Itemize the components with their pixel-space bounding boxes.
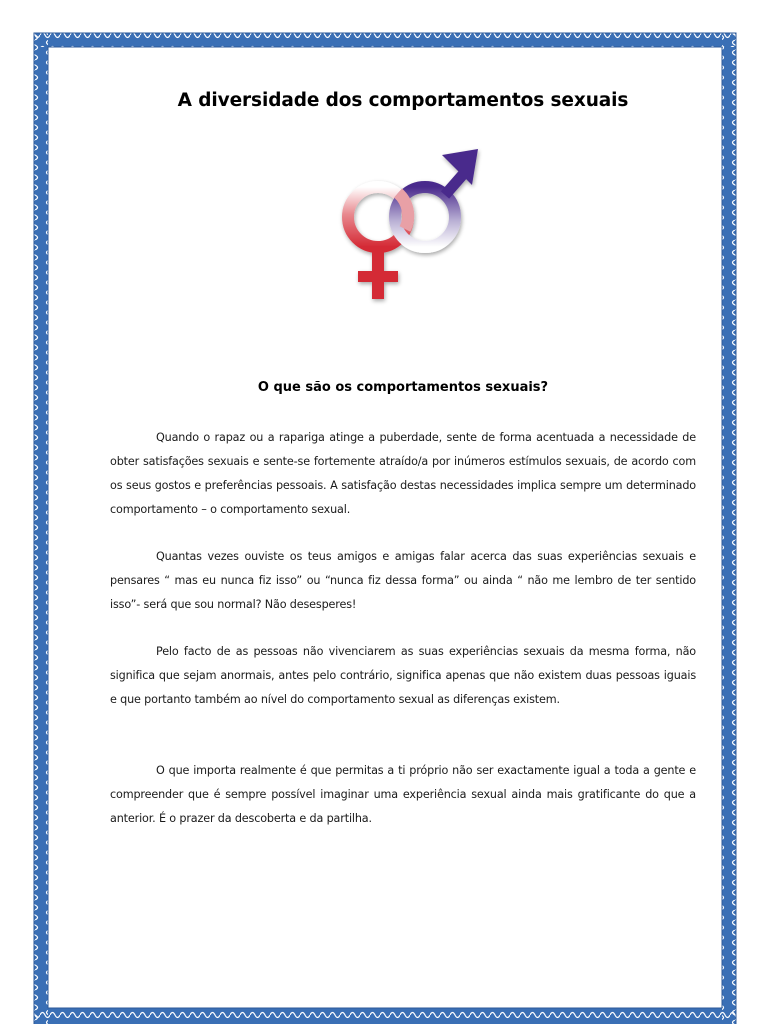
paragraph: Quantas vezes ouviste os teus amigos e amigas falar acerca das suas experiências sexuais e pensares “ mas eu nunca fiz isso” ou “nunca fiz dessa forma” ou ainda “ não me lembro de ter sentido isso”- será que sou normal? Não desesperes! bbox=[110, 550, 696, 611]
section-heading: O que são os comportamentos sexuais? bbox=[257, 380, 549, 395]
paragraph: Quando o rapaz ou a rapariga atinge a puberdade, sente de forma acentuada a necessidade de obter satisfações sexuais e sente-se fortemente atraído/a por inúmeros estímulos sexuais, de acordo com os seus gostos e preferências pessoais. A satisfação destas necessidades implica sempre um determinado comportamento – o comportamento sexual. bbox=[110, 431, 696, 516]
male-female-interlocked-symbols-icon bbox=[310, 135, 500, 325]
paragraph: Pelo facto de as pessoas não vivenciarem as suas experiências sexuais da mesma forma, não significa que sejam anormais, antes pelo contrário, significa apenas que não existem duas pessoas iguais e que portanto também ao nível do comportamento sexual as diferenças existem. bbox=[110, 645, 696, 706]
paragraph: O que importa realmente é que permitas a ti próprio não ser exactamente igual a toda a gente e compreender que é sempre possível imaginar uma experiência sexual ainda mais gratificante do que a anterior. É o prazer da descoberta e da partilha. bbox=[110, 764, 696, 825]
document-title: A diversidade dos comportamentos sexuais bbox=[177, 90, 629, 111]
